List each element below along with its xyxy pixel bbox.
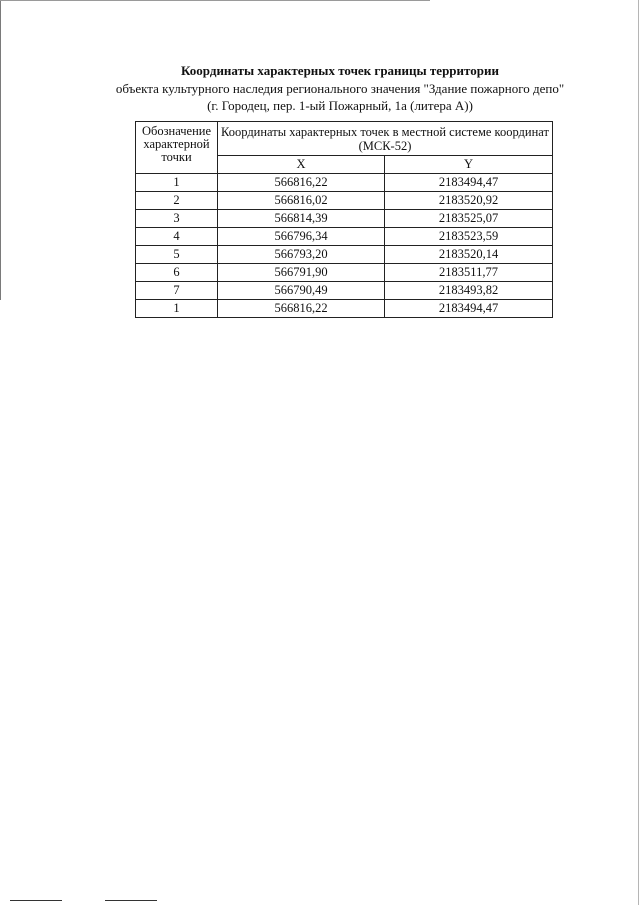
point-number-cell: 3 <box>136 210 218 228</box>
x-coordinate-cell: 566796,34 <box>218 228 385 246</box>
scan-edge-top <box>0 0 430 1</box>
table-row <box>136 264 553 282</box>
y-column-header: Y <box>385 156 553 174</box>
table-header-row <box>136 122 553 156</box>
x-coordinate-cell: 566814,39 <box>218 210 385 228</box>
footer-rule-left <box>10 900 62 901</box>
point-number-cell: 1 <box>136 174 218 192</box>
x-coordinate-cell: 566791,90 <box>218 264 385 282</box>
y-coordinate-cell: 2183520,14 <box>385 246 553 264</box>
document-header <box>90 63 590 113</box>
x-coordinate-cell: 566790,49 <box>218 282 385 300</box>
table-row <box>136 228 553 246</box>
point-number-cell: 6 <box>136 264 218 282</box>
y-coordinate-cell: 2183523,59 <box>385 228 553 246</box>
point-label-header-line: Обозначение <box>141 124 212 138</box>
point-label-header-line: характерной <box>143 137 210 151</box>
x-coordinate-cell: 566793,20 <box>218 246 385 264</box>
document-subtitle-line-1: объекта культурного наследия регионального значения "Здание пожарного депо" <box>115 81 565 96</box>
point-number-cell: 7 <box>136 282 218 300</box>
y-coordinate-cell: 2183493,82 <box>385 282 553 300</box>
y-coordinate-cell: 2183511,77 <box>385 264 553 282</box>
table-row <box>136 174 553 192</box>
document-subtitle-line-2: (г. Городец, пер. 1-ый Пожарный, 1а (литера А)) <box>207 98 473 113</box>
y-coordinate-cell: 2183494,47 <box>385 300 553 318</box>
x-coordinate-cell: 566816,02 <box>218 192 385 210</box>
scan-edge-left <box>0 0 1 300</box>
table-row <box>136 246 553 264</box>
y-coordinate-cell: 2183494,47 <box>385 174 553 192</box>
point-label-header <box>136 122 218 174</box>
point-label-header-line: точки <box>161 150 192 164</box>
table-row <box>136 192 553 210</box>
footer-rule-right <box>105 900 157 901</box>
x-coordinate-cell: 566816,22 <box>218 174 385 192</box>
point-number-cell: 5 <box>136 246 218 264</box>
point-number-cell: 1 <box>136 300 218 318</box>
coordinates-table <box>135 121 553 318</box>
y-coordinate-cell: 2183525,07 <box>385 210 553 228</box>
table-row <box>136 210 553 228</box>
scan-edge-right <box>638 0 639 905</box>
table-row <box>136 282 553 300</box>
x-column-header: X <box>218 156 385 174</box>
point-number-cell: 4 <box>136 228 218 246</box>
x-coordinate-cell: 566816,22 <box>218 300 385 318</box>
y-coordinate-cell: 2183520,92 <box>385 192 553 210</box>
point-number-cell: 2 <box>136 192 218 210</box>
table-row <box>136 300 553 318</box>
coordinates-header: Координаты характерных точек в местной системе координат (МСК-52) <box>218 122 553 156</box>
document-title: Координаты характерных точек границы территории <box>181 63 499 78</box>
